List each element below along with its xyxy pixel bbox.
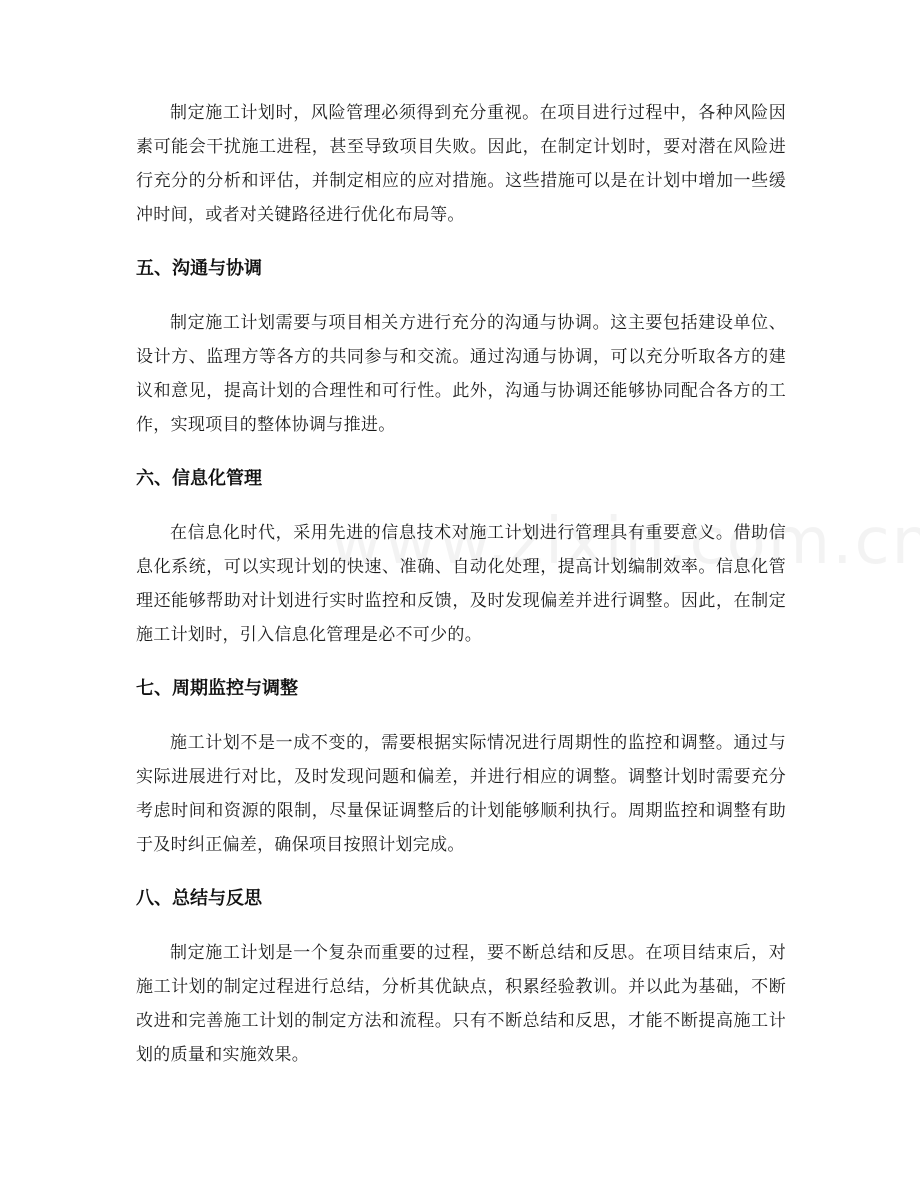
spacer — [136, 916, 786, 936]
section-paragraph-informatization: 在信息化时代，采用先进的信息技术对施工计划进行管理具有重要意义。借助信息化系统，可以实现计划的快速、准确、自动化处理，提高计划编制效率。信息化管理还能够帮助对计划进行实时监控和反馈，及时发现偏差并进行调整。因此，在制定施工计划时，引入信息化管理是必不可少的。 — [136, 523, 786, 645]
spacer — [136, 286, 786, 306]
spacer — [136, 232, 786, 252]
spacer — [136, 706, 786, 726]
section-heading-communication: 五、沟通与协调 — [136, 258, 262, 279]
spacer — [136, 652, 786, 672]
section-paragraph-communication: 制定施工计划需要与项目相关方进行充分的沟通与协调。这主要包括建设单位、设计方、监理方等各方的共同参与和交流。通过沟通与协调，可以充分听取各方的建议和意见，提高计划的合理性和可行性。此外，沟通与协调还能够协同配合各方的工作，实现项目的整体协调与推进。 — [136, 313, 786, 435]
spacer — [136, 862, 786, 882]
spacer — [136, 442, 786, 462]
section-heading-informatization: 六、信息化管理 — [136, 468, 262, 489]
section-heading-summary: 八、总结与反思 — [136, 888, 262, 909]
intro-paragraph: 制定施工计划时，风险管理必须得到充分重视。在项目进行过程中，各种风险因素可能会干扰施工进程，甚至导致项目失败。因此，在制定计划时，要对潜在风险进行充分的分析和评估，并制定相应的应对措施。这些措施可以是在计划中增加一些缓冲时间，或者对关键路径进行优化布局等。 — [136, 103, 786, 225]
section-paragraph-monitoring: 施工计划不是一成不变的，需要根据实际情况进行周期性的监控和调整。通过与实际进展进行对比，及时发现问题和偏差，并进行相应的调整。调整计划时需要充分考虑时间和资源的限制，尽量保证调整后的计划能够顺利执行。周期监控和调整有助于及时纠正偏差，确保项目按照计划完成。 — [136, 733, 786, 855]
spacer — [136, 496, 786, 516]
section-paragraph-summary: 制定施工计划是一个复杂而重要的过程，要不断总结和反思。在项目结束后，对施工计划的制定过程进行总结，分析其优缺点，积累经验教训。并以此为基础，不断改进和完善施工计划的制定方法和流程。只有不断总结和反思，才能不断提高施工计划的质量和实施效果。 — [136, 943, 786, 1065]
section-heading-monitoring: 七、周期监控与调整 — [136, 678, 298, 699]
